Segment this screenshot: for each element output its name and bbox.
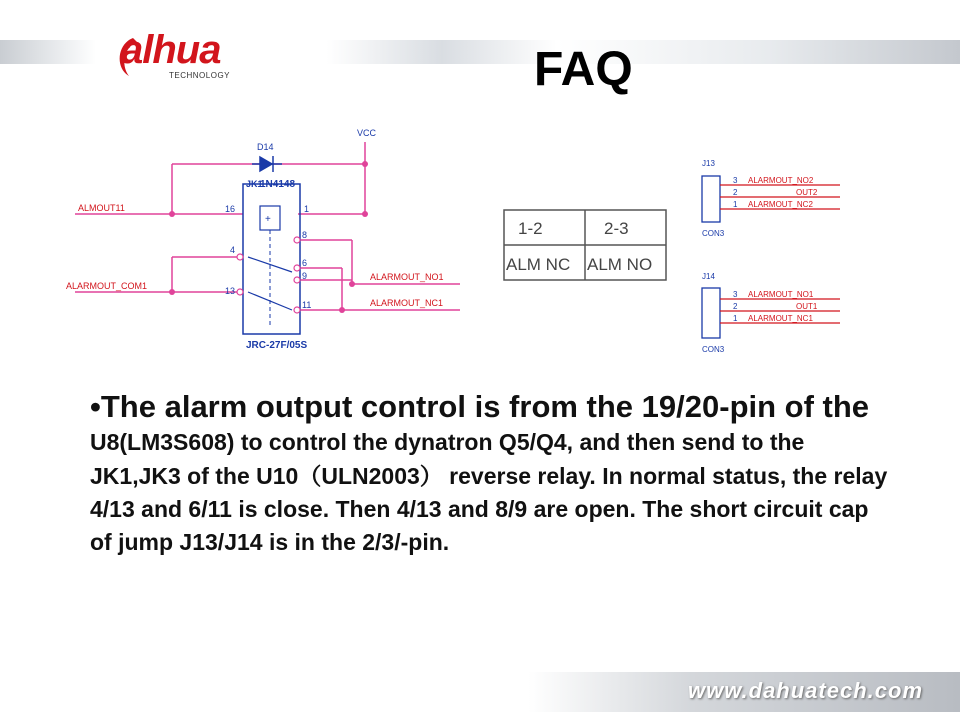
footer-url: www.dahuatech.com bbox=[688, 678, 924, 703]
pin-8-label: 8 bbox=[302, 230, 308, 240]
jumper-header-1: 1-2 bbox=[518, 219, 543, 238]
j14-net-no: ALARMOUT_NO1 bbox=[748, 290, 814, 299]
j13-net-nc: ALARMOUT_NC2 bbox=[748, 200, 813, 209]
connector-j14 bbox=[690, 266, 850, 358]
net-nc-label: ALARMOUT_NC1 bbox=[370, 298, 444, 308]
page-title: FAQ bbox=[534, 43, 633, 96]
logo-wordmark: alhua bbox=[121, 28, 221, 72]
pin-16-label: 16 bbox=[225, 204, 236, 214]
j14-type-label: CON3 bbox=[702, 345, 725, 354]
pin-9-label: 9 bbox=[302, 271, 308, 281]
jumper-header-2: 2-3 bbox=[604, 219, 629, 238]
diode-ref-label: D14 bbox=[257, 142, 274, 152]
pin-1-label: 1 bbox=[304, 204, 310, 214]
relay-schematic bbox=[60, 122, 470, 354]
j14-net-out: OUT1 bbox=[796, 302, 818, 311]
jumper-value-1: ALM NC bbox=[506, 255, 571, 274]
j14-pin-1: 1 bbox=[733, 314, 738, 323]
relay-part-label: JRC-27F/05S bbox=[246, 340, 308, 351]
net-almout-label: ALMOUT11 bbox=[78, 203, 125, 213]
vcc-label: VCC bbox=[357, 128, 377, 138]
pin-4-label: 4 bbox=[230, 245, 236, 255]
pin-6-label: 6 bbox=[302, 258, 308, 268]
dahua-logo bbox=[115, 28, 305, 88]
j13-pin-2: 2 bbox=[733, 188, 738, 197]
jumper-table bbox=[500, 208, 670, 284]
j14-ref-label: J14 bbox=[702, 272, 715, 281]
j13-pin-3: 3 bbox=[733, 176, 738, 185]
net-com-label: ALARMOUT_COM1 bbox=[66, 281, 148, 291]
body-text-rest: U8(LM3S608) to control the dynatron Q5/Q4, and then send to the JK1,JK3 of the U10（ULN2003） reverse relay. In normal status, the relay 4/13 and 6/11 is close. Then 4/13 and 8/9 are open. The short circuit cap of jump J13/J14 is in the 2/3/-pin. bbox=[90, 429, 888, 556]
j14-pin-3: 3 bbox=[733, 290, 738, 299]
pin-11-label: 11 bbox=[302, 300, 312, 310]
j13-pin-1: 1 bbox=[733, 200, 738, 209]
body-text-lead: The alarm output control is from the 19/20-pin of the bbox=[100, 389, 870, 424]
j13-type-label: CON3 bbox=[702, 229, 725, 238]
jumper-value-2: ALM NO bbox=[587, 255, 653, 274]
j14-pin-2: 2 bbox=[733, 302, 738, 311]
bullet-icon: • bbox=[90, 389, 101, 424]
relay-ref-label: JK1 bbox=[246, 179, 263, 189]
body-paragraph bbox=[90, 388, 890, 560]
coil-plus-label: + bbox=[265, 214, 271, 225]
net-no-label: ALARMOUT_NO1 bbox=[370, 272, 444, 282]
pin-13-label: 13 bbox=[225, 286, 236, 296]
diode-part-label: 1N4148 bbox=[260, 179, 296, 190]
j13-ref-label: J13 bbox=[702, 159, 715, 168]
logo-subtitle: TECHNOLOGY bbox=[169, 71, 231, 80]
j13-net-no: ALARMOUT_NO2 bbox=[748, 176, 814, 185]
connector-j13 bbox=[690, 150, 850, 242]
j14-net-nc: ALARMOUT_NC1 bbox=[748, 314, 813, 323]
j13-net-out: OUT2 bbox=[796, 188, 818, 197]
diode-icon bbox=[252, 156, 282, 172]
